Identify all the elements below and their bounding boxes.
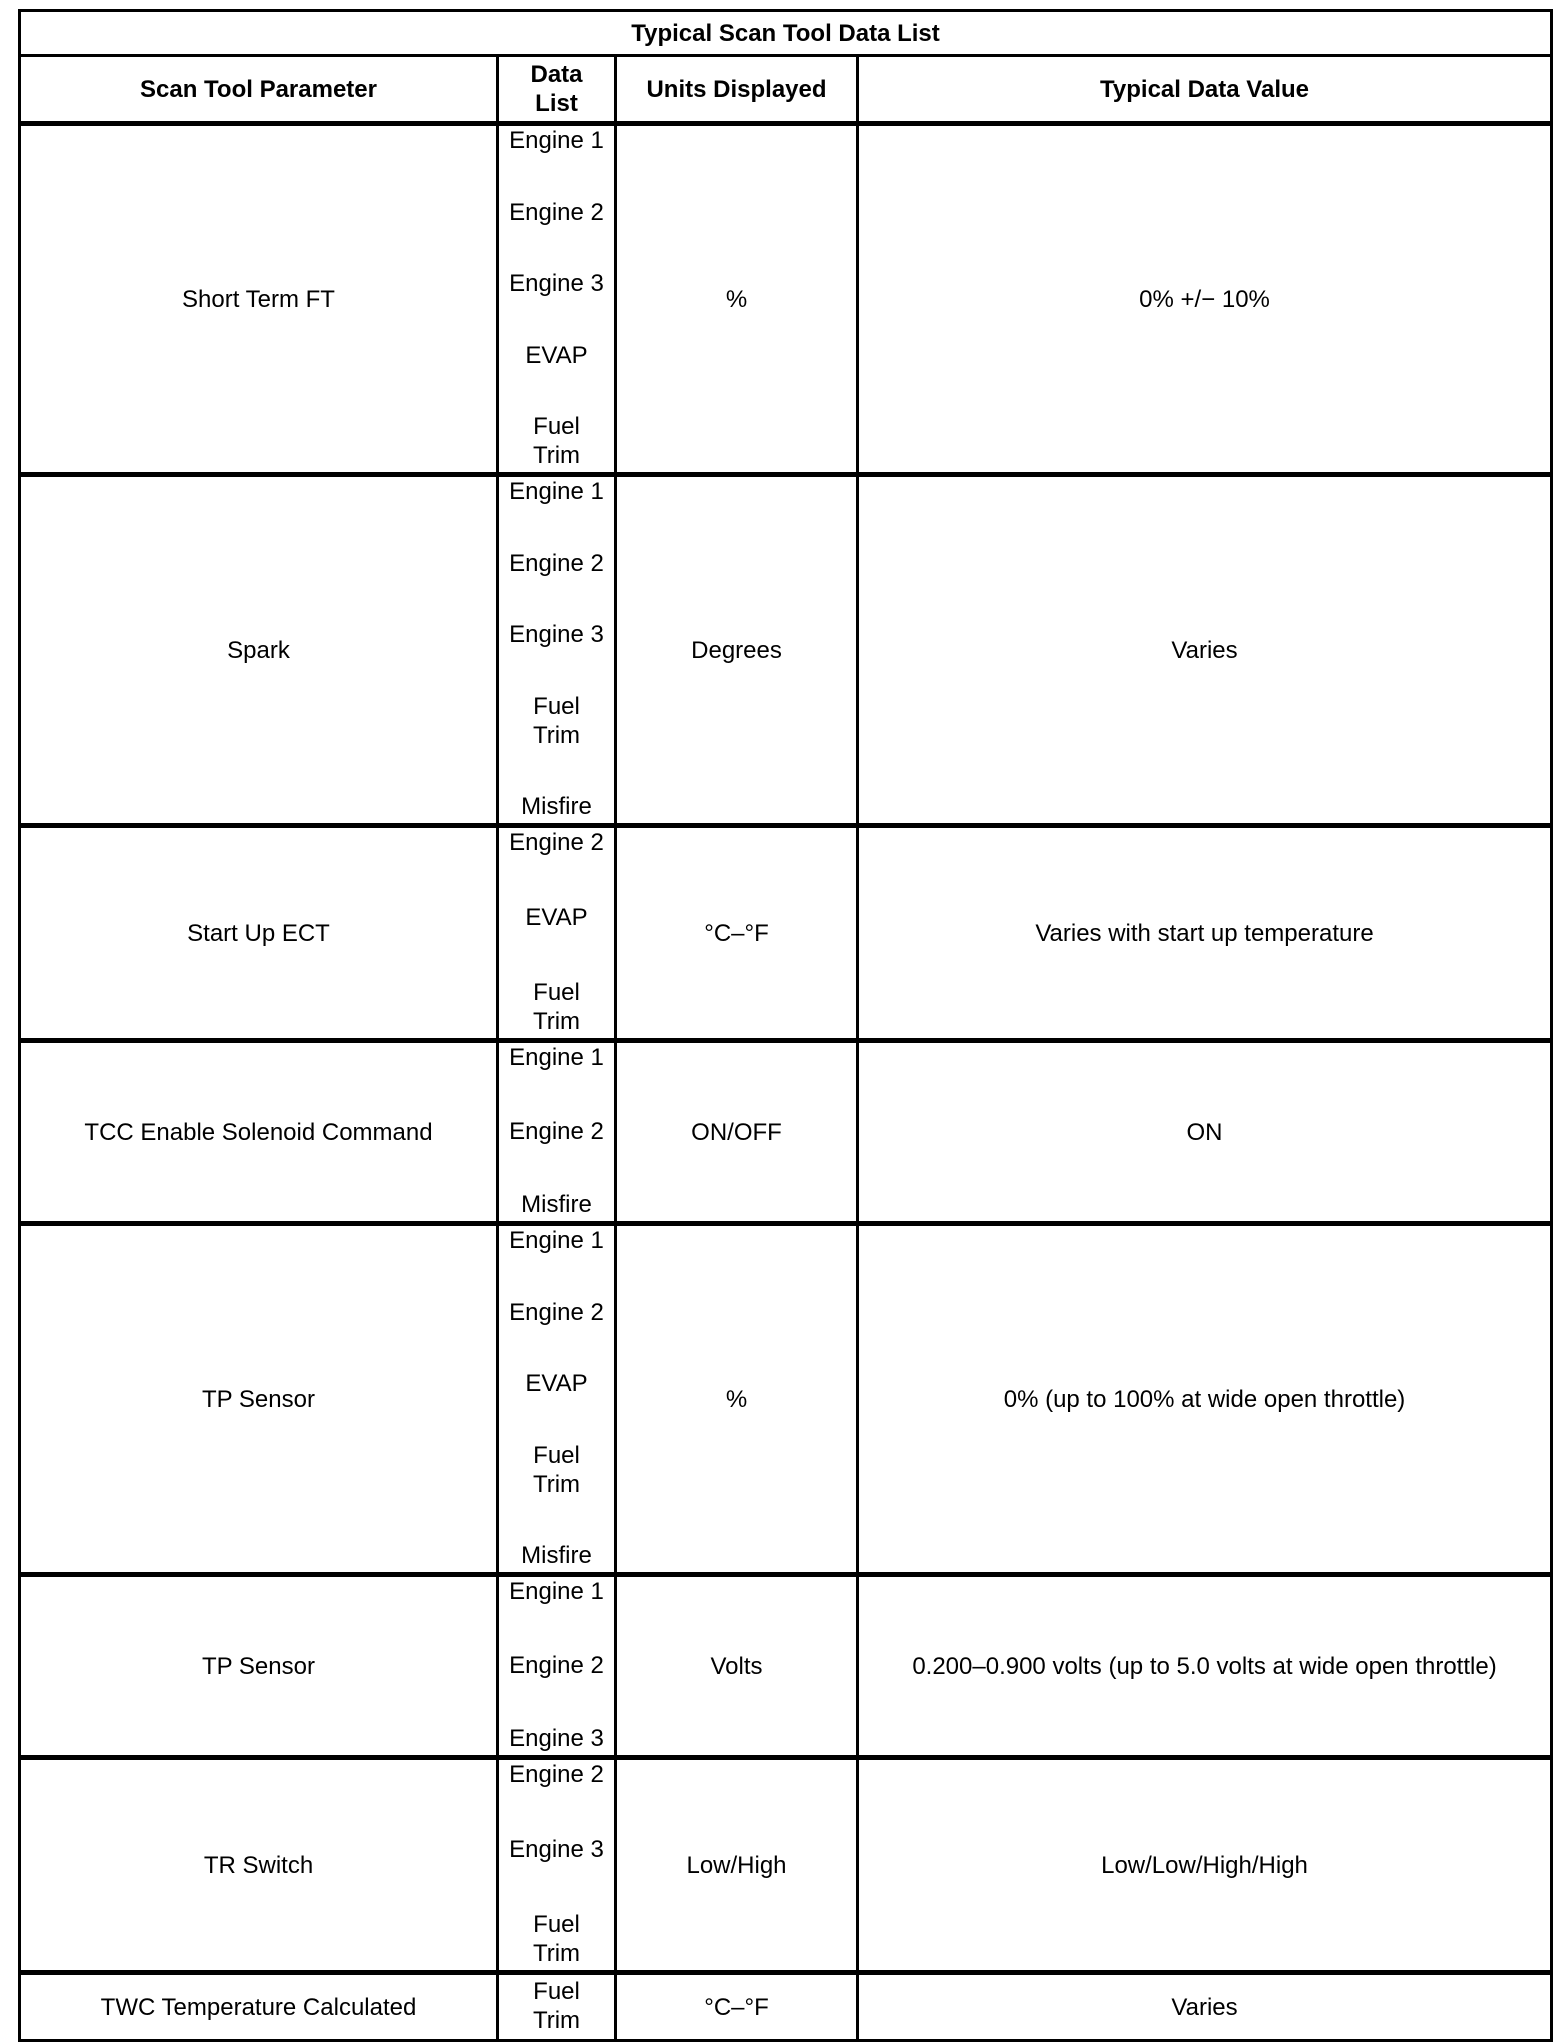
data-list-stack	[501, 1975, 612, 2037]
data-list-stack	[501, 126, 612, 470]
cell-data-list	[498, 1575, 616, 1758]
data-list-item: Engine 3	[509, 1836, 604, 1863]
data-list-item: Engine 1	[509, 478, 604, 505]
header-units-displayed: Units Displayed	[616, 56, 858, 124]
document-page	[18, 9, 1550, 2042]
data-list-item: Misfire	[521, 793, 592, 820]
cell-scan-tool-parameter: TWC Temperature Calculated	[20, 1973, 498, 2041]
cell-typical-data-value: Varies with start up temperature	[858, 826, 1552, 1041]
cell-typical-data-value: 0% +/− 10%	[858, 124, 1552, 475]
data-list-item: Engine 2	[509, 1117, 604, 1145]
table-row	[20, 1758, 1552, 1973]
scan-tool-data-table	[18, 9, 1553, 2042]
cell-typical-data-value: Varies	[858, 1973, 1552, 2041]
cell-units-displayed: °C–°F	[616, 1973, 858, 2041]
cell-units-displayed: Volts	[616, 1575, 858, 1758]
table-title: Typical Scan Tool Data List	[20, 11, 1552, 56]
data-list-item: EVAP	[525, 1370, 588, 1397]
data-list-item: Fuel Trim	[532, 1978, 581, 2034]
data-list-item: Fuel Trim	[532, 692, 581, 749]
table-header-row	[20, 56, 1552, 124]
data-list-stack	[501, 1226, 612, 1570]
header-data-list	[498, 56, 616, 124]
cell-units-displayed: Low/High	[616, 1758, 858, 1973]
header-scan-tool-parameter: Scan Tool Parameter	[20, 56, 498, 124]
cell-data-list	[498, 826, 616, 1041]
table-body	[20, 124, 1552, 2041]
data-list-item: Fuel Trim	[532, 979, 581, 1035]
cell-typical-data-value: 0% (up to 100% at wide open throttle)	[858, 1224, 1552, 1575]
cell-scan-tool-parameter: TP Sensor	[20, 1575, 498, 1758]
cell-units-displayed: ON/OFF	[616, 1041, 858, 1224]
cell-typical-data-value: Varies	[858, 475, 1552, 826]
header-typical-data-value: Typical Data Value	[858, 56, 1552, 124]
data-list-item: Engine 2	[509, 198, 604, 226]
cell-units-displayed: Degrees	[616, 475, 858, 826]
cell-typical-data-value: Low/Low/High/High	[858, 1758, 1552, 1973]
header-data-list-label: Data List	[530, 61, 583, 117]
data-list-item: Engine 3	[509, 270, 604, 297]
table-row	[20, 1973, 1552, 2041]
cell-data-list	[498, 1973, 616, 2041]
data-list-item: Engine 1	[509, 1227, 604, 1254]
table-row	[20, 475, 1552, 826]
data-list-stack	[501, 828, 612, 1036]
data-list-item: Engine 2	[509, 1651, 604, 1679]
table-title-row	[20, 11, 1552, 56]
data-list-item: EVAP	[525, 904, 588, 931]
data-list-item: Engine 3	[509, 1725, 604, 1752]
data-list-item: Misfire	[521, 1542, 592, 1569]
data-list-item: Engine 2	[509, 1298, 604, 1326]
data-list-stack	[501, 1577, 612, 1753]
cell-scan-tool-parameter: TP Sensor	[20, 1224, 498, 1575]
table-row	[20, 1575, 1552, 1758]
cell-scan-tool-parameter: Spark	[20, 475, 498, 826]
data-list-item: EVAP	[525, 341, 588, 369]
data-list-stack	[501, 477, 612, 821]
cell-scan-tool-parameter: TCC Enable Solenoid Command	[20, 1041, 498, 1224]
data-list-item: Fuel Trim	[532, 1911, 581, 1967]
cell-data-list	[498, 1224, 616, 1575]
cell-data-list	[498, 1041, 616, 1224]
data-list-item: Misfire	[521, 1191, 592, 1218]
cell-data-list	[498, 475, 616, 826]
data-list-item: Fuel Trim	[532, 413, 581, 469]
cell-units-displayed: °C–°F	[616, 826, 858, 1041]
data-list-item: Engine 2	[509, 829, 604, 856]
data-list-stack	[501, 1760, 612, 1968]
cell-scan-tool-parameter: Start Up ECT	[20, 826, 498, 1041]
data-list-item: Engine 3	[509, 621, 604, 648]
data-list-item: Engine 1	[509, 1578, 604, 1605]
cell-typical-data-value: ON	[858, 1041, 1552, 1224]
cell-data-list	[498, 1758, 616, 1973]
table-row	[20, 1041, 1552, 1224]
data-list-item: Engine 1	[509, 127, 604, 154]
data-list-item: Fuel Trim	[532, 1441, 581, 1498]
data-list-stack	[501, 1043, 612, 1219]
cell-scan-tool-parameter: TR Switch	[20, 1758, 498, 1973]
cell-units-displayed: %	[616, 124, 858, 475]
cell-units-displayed: %	[616, 1224, 858, 1575]
data-list-item: Engine 2	[509, 1761, 604, 1788]
data-list-item: Engine 2	[509, 549, 604, 577]
table-row	[20, 826, 1552, 1041]
table-row	[20, 124, 1552, 475]
table-row	[20, 1224, 1552, 1575]
cell-typical-data-value: 0.200–0.900 volts (up to 5.0 volts at wide open throttle)	[858, 1575, 1552, 1758]
cell-data-list	[498, 124, 616, 475]
cell-scan-tool-parameter: Short Term FT	[20, 124, 498, 475]
data-list-item: Engine 1	[509, 1044, 604, 1071]
